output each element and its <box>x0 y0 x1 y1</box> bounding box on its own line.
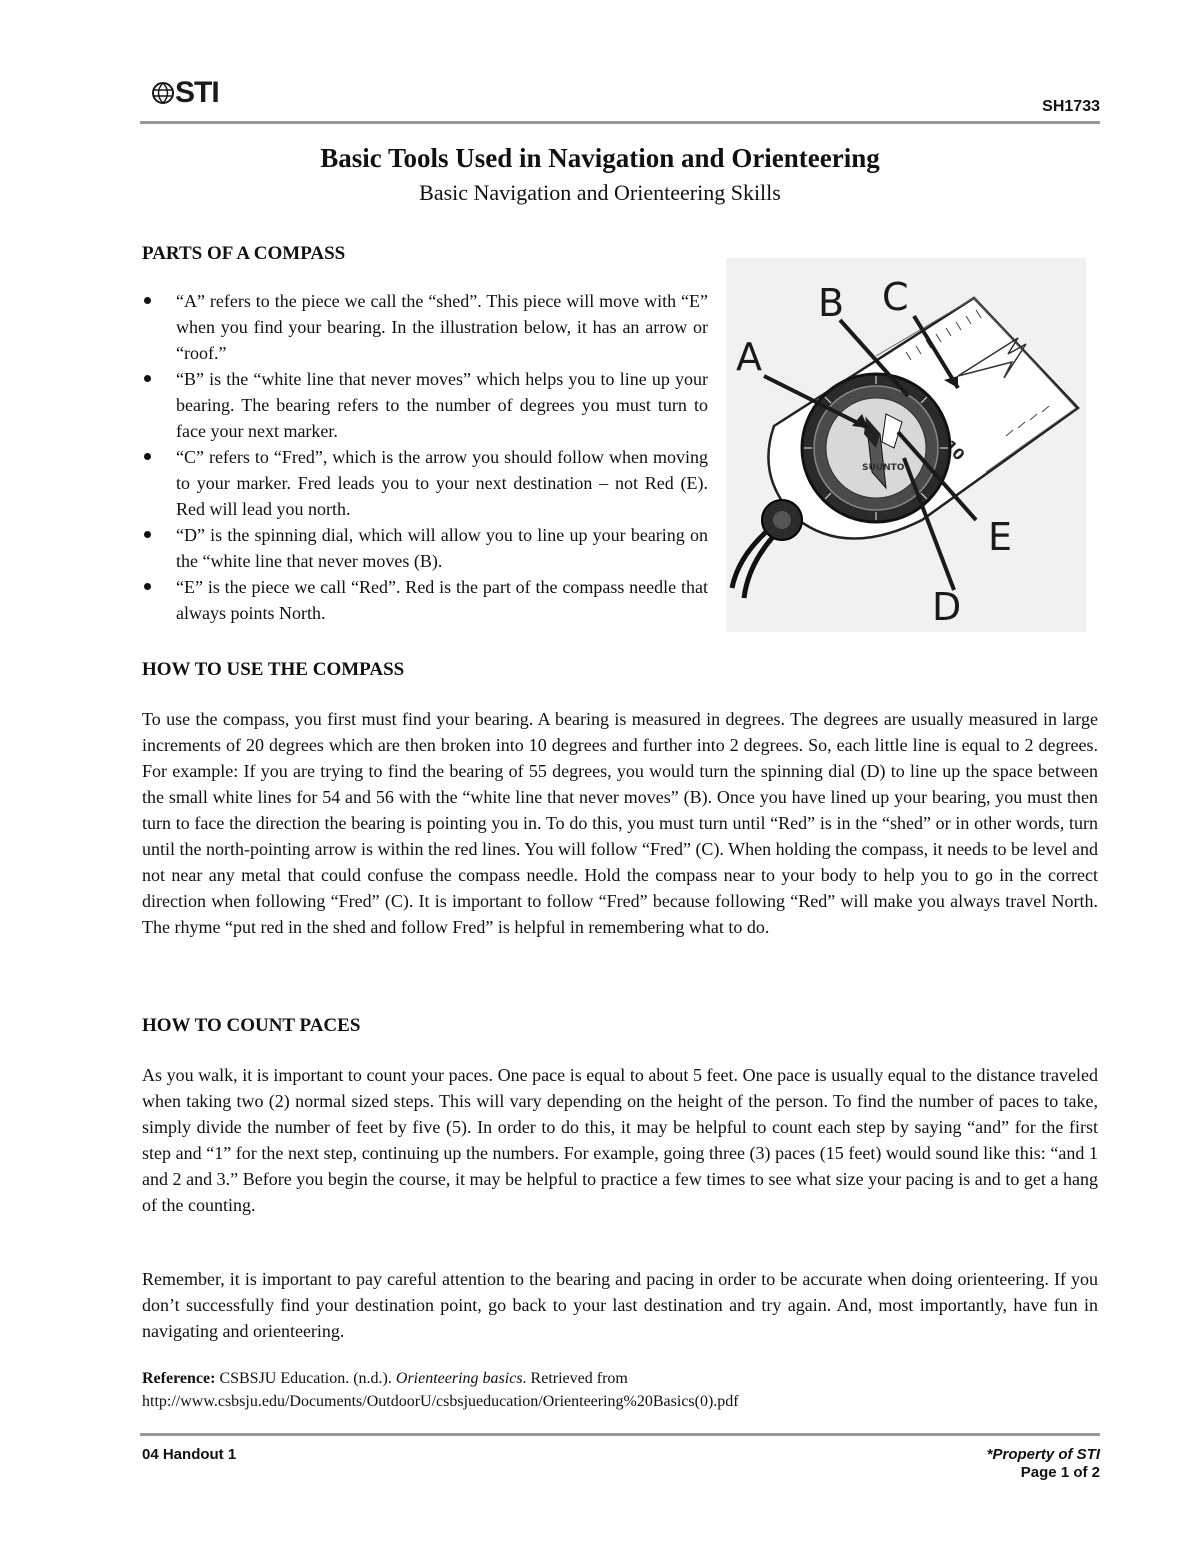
compass-illustration <box>726 258 1086 632</box>
handout-label: 04 Handout 1 <box>142 1446 237 1463</box>
use-paragraph: To use the compass, you first must find your bearing. A bearing is measured in degrees. The degrees are usually measured in large increments of 20 degrees which are then broken into 10 degrees and further into 2 degrees. So, each little line is equal to 2 degrees. For example: If you are trying to find the bearing of 55 degrees, you would turn the spinning dial (D) to line up the space between the small white lines for 54 and 56 with the “white line that never moves” (B). Once you have lined up your bearing, you must then turn to face the direction the bearing is pointing you in. To do this, you must turn until “Red” is in the “shed” or in other words, turn until the north-pointing arrow is within the red lines. You will follow “Fred” (C). When holding the compass, it needs to be level and not near any metal that could confuse the compass needle. Hold the compass near to your body to help you to go in the correct direction when following “Fred” (C). It is important to follow “Fred” because following “Red” will make you always travel North. The rhyme “put red in the shed and follow Fred” is helpful in remembering what to do. <box>142 709 1099 937</box>
page-title: Basic Tools Used in Navigation and Orienteering <box>320 143 880 173</box>
footer-right <box>987 1446 1100 1482</box>
list-item: “E” is the piece we call “Red”. Red is the part of the compass needle that always points North. <box>142 574 708 626</box>
list-item: “D” is the spinning dial, which will allow you to line up your bearing on the “white line that never moves (B). <box>142 522 708 574</box>
label-e: E <box>988 515 1013 559</box>
section-heading-parts: PARTS OF A COMPASS <box>142 243 346 264</box>
sti-logo <box>152 76 219 110</box>
section-heading-use: HOW TO USE THE COMPASS <box>142 659 405 680</box>
globe-icon <box>152 81 174 105</box>
header-divider <box>140 121 1100 124</box>
label-c: C <box>882 275 909 319</box>
list-item: “C” refers to “Fred”, which is the arrow you should follow when moving to your marker. Fred leads you to your next destination – not Red (E). Red will lead you north. <box>142 444 708 522</box>
bezel-brand-text: SUUNTO <box>862 463 905 473</box>
lanyard-cord <box>732 532 772 598</box>
logo-text: STI <box>175 76 219 109</box>
section-heading-paces: HOW TO COUNT PACES <box>142 1015 361 1036</box>
label-a: A <box>736 335 762 379</box>
page-number: Page 1 of 2 <box>1020 1464 1100 1481</box>
document-code: SH1733 <box>1042 98 1100 115</box>
paces-paragraph: As you walk, it is important to count your paces. One pace is equal to about 5 feet. One pace is usually equal to the distance traveled when taking two (2) normal sized steps. This will vary depending on the height of the person. To find the number of paces to take, simply divide the number of feet by five (5). In order to do this, it may be helpful to count each step by saying “and” for the first step and “1” for the next step, continuing up the numbers. For example, going three (3) paces (15 feet) would sound like this: “and 1 and 2 and 3.” Before you begin the course, it may be helpful to practice a few times to see what size your pacing is and to get a hang of the counting. <box>142 1065 1098 1215</box>
reference <box>142 1367 1098 1413</box>
reference-author: CSBSJU Education. (n.d.). <box>219 1370 392 1387</box>
label-b: B <box>818 281 845 325</box>
list-item: “B” is the “white line that never moves” which helps you to line up your bearing. The bearing refers to the number of degrees you must turn to face your next marker. <box>142 366 708 444</box>
footer-divider <box>140 1433 1100 1436</box>
lanyard-knob-center <box>773 511 791 529</box>
reference-url[interactable]: http://www.csbsju.edu/Documents/OutdoorU/csbsjueducation/Orienteering%20Basics(0).pdf <box>142 1393 739 1410</box>
page-subtitle: Basic Navigation and Orienteering Skills <box>419 180 781 205</box>
reference-title: Orienteering basics <box>395 1370 523 1387</box>
reference-retrieved: . Retrieved from <box>522 1370 628 1387</box>
reference-label: Reference: <box>142 1370 216 1387</box>
list-item: “A” refers to the piece we call the “shed”. This piece will move with “E” when you find your bearing. In the illustration below, it has an arrow or “roof.” <box>142 288 708 366</box>
property-notice: *Property of STI <box>986 1446 1100 1463</box>
label-d: D <box>932 585 962 629</box>
closing-paragraph: Remember, it is important to pay careful attention to the bearing and pacing in order to be accurate when doing orienteering. If you don’t successfully find your destination point, go back to your last destination and try again. And, most importantly, have fun in navigating and orienteering. <box>142 1269 1098 1341</box>
parts-list <box>142 288 708 626</box>
